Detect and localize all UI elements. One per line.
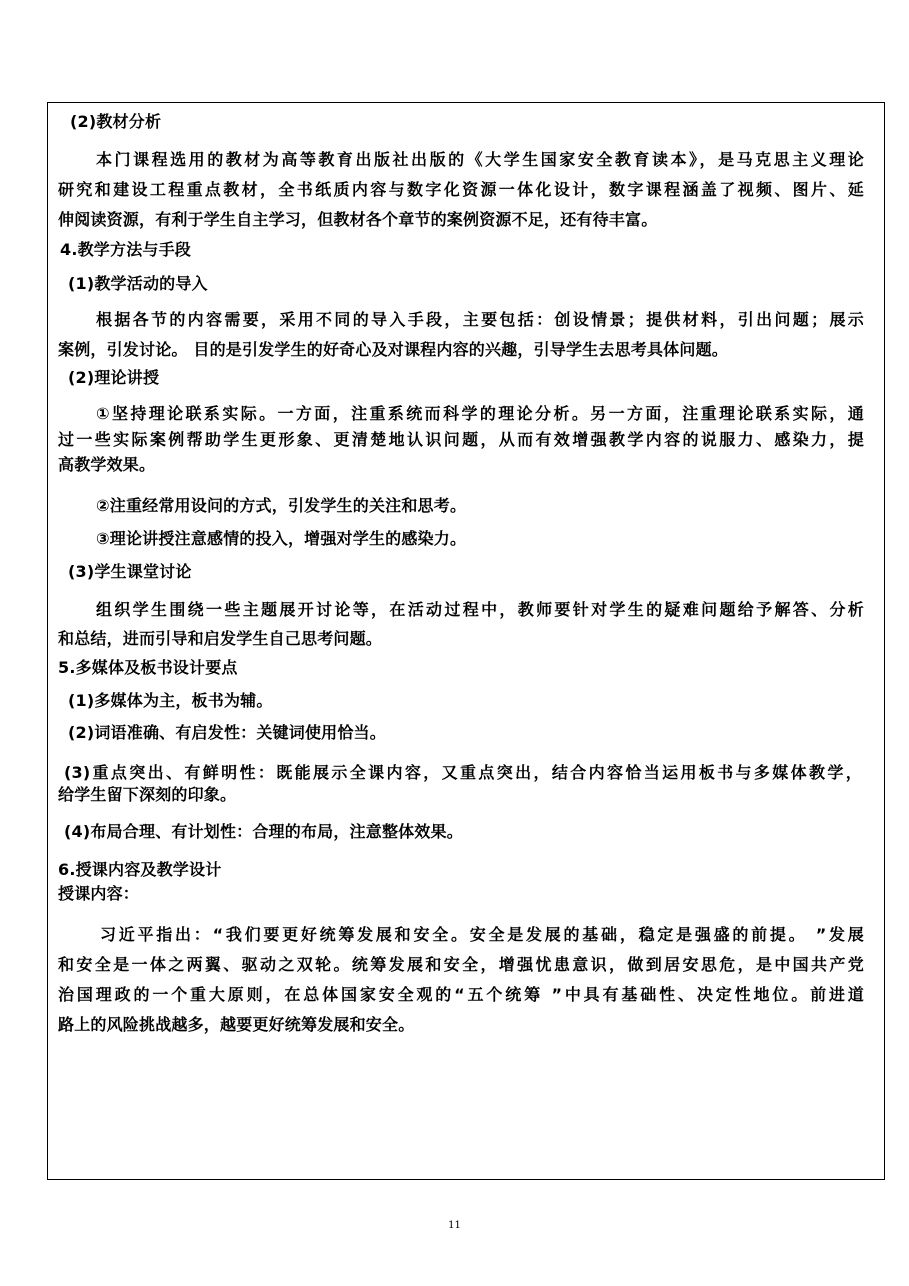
paragraph-line: 治国理政的一个重大原则，在总体国家安全观的“五个统筹 ”中具有基础性、决定性地位。前进道 xyxy=(58,985,864,1004)
paragraph-line: ③理论讲授注意感情的投入，增强对学生的感染力。 xyxy=(96,529,467,548)
paragraph-line: 本门课程选用的教材为高等教育出版社出版的《大学生国家安全教育读本》，是马克思主义理论 xyxy=(96,150,864,169)
paragraph-line: 习近平指出：“我们要更好统筹发展和安全。安全是发展的基础，稳定是强盛的前提。 ”发展 xyxy=(100,925,864,944)
paragraph-line: 组织学生围绕一些主题展开讨论等，在活动过程中，教师要针对学生的疑难问题给予解答、分析 xyxy=(96,600,864,619)
subsection-heading: (3)学生课堂讨论 xyxy=(68,562,192,581)
list-item: (4)布局合理、有计划性：合理的布局，注意整体效果。 xyxy=(64,822,463,841)
paragraph-line: 案例，引发讨论。 目的是引发学生的好奇心及对课程内容的兴趣，引导学生去思考具体问题。 xyxy=(58,340,728,359)
list-item: (1)多媒体为主，板书为辅。 xyxy=(68,691,273,710)
paragraph-line: 路上的风险挑战越多，越要更好统筹发展和安全。 xyxy=(58,1015,415,1034)
subsection-heading: (1)教学活动的导入 xyxy=(68,274,208,293)
section-heading: 5.多媒体及板书设计要点 xyxy=(58,658,238,677)
paragraph-line: ②注重经常用设问的方式，引发学生的关注和思考。 xyxy=(96,496,467,515)
list-item: (2)词语准确、有启发性：关键词使用恰当。 xyxy=(68,723,386,742)
section-heading: (2)教材分析 xyxy=(70,112,162,131)
page-number: 11 xyxy=(448,1220,461,1231)
paragraph-line: 过一些实际案例帮助学生更形象、更清楚地认识问题，从而有效增强教学内容的说服力、感染力，提 xyxy=(58,430,864,449)
paragraph-line: ①坚持理论联系实际。一方面，注重系统而科学的理论分析。另一方面，注重理论联系实际，通 xyxy=(96,404,864,423)
paragraph-line: 研究和建设工程重点教材，全书纸质内容与数字化资源一体化设计，数字课程涵盖了视频、图片、延 xyxy=(58,180,864,199)
subsection-heading: 授课内容： xyxy=(58,884,140,903)
section-heading: 4.教学方法与手段 xyxy=(60,240,192,259)
paragraph-line: 和安全是一体之两翼、驱动之双轮。统筹发展和安全，增强忧患意识，做到居安思危，是中国共产党 xyxy=(58,955,864,974)
list-item: 给学生留下深刻的印象。 xyxy=(58,785,237,804)
list-item: (3)重点突出、有鲜明性：既能展示全课内容，又重点突出，结合内容恰当运用板书与多媒体教学， xyxy=(64,763,862,782)
subsection-heading: (2)理论讲授 xyxy=(68,368,160,387)
paragraph-line: 伸阅读资源，有利于学生自主学习，但教材各个章节的案例资源不足，还有待丰富。 xyxy=(58,210,658,229)
section-heading: 6.授课内容及教学设计 xyxy=(58,860,222,879)
paragraph-line: 高教学效果。 xyxy=(58,455,156,474)
paragraph-line: 和总结，进而引导和启发学生自己思考问题。 xyxy=(58,629,383,648)
paragraph-line: 根据各节的内容需要，采用不同的导入手段，主要包括：创设情景；提供材料，引出问题；展示 xyxy=(96,310,864,329)
